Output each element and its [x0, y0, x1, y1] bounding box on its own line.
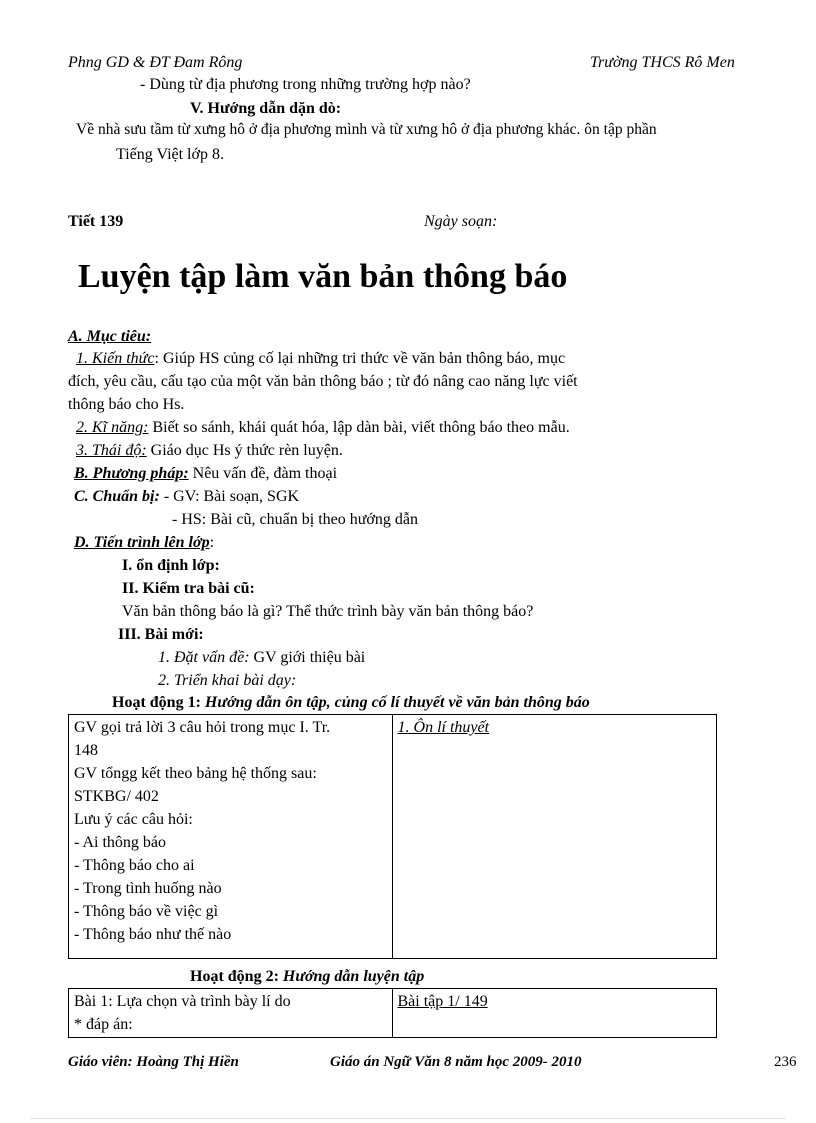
step-iii: III. Bài mới: — [118, 626, 204, 643]
knowledge-text-2: đích, yêu cầu, cấu tạo của một văn bản thông báo ; từ đó nâng cao năng lực viết — [68, 373, 578, 390]
section-c — [74, 488, 299, 506]
page-bottom-divider — [30, 1118, 786, 1119]
section-a-heading: A. Mục tiêu: — [68, 328, 152, 345]
activity-1-line: - Trong tình huống nào — [74, 880, 222, 897]
footer-plan: Giáo án Ngữ Văn 8 năm học 2009- 2010 — [330, 1054, 582, 1070]
step-ii-question: Văn bản thông báo là gì? Thể thức trình bày văn bản thông báo? — [122, 603, 534, 620]
activity-2-right-heading: Bài tập 1/ 149 — [397, 993, 488, 1010]
step-iii-1 — [158, 649, 365, 667]
activity-1-table — [68, 714, 717, 959]
activity-2-title: Hướng dẫn luyện tập — [282, 968, 425, 985]
homework-line-1: Về nhà sưu tầm từ xưng hô ở địa phương mình và từ xưng hô ở địa phương khác. ôn tập phần — [76, 121, 657, 138]
lesson-period: Tiết 139 — [68, 213, 124, 230]
activity-1-line: GV tổngg kết theo bảng hệ thống sau: — [74, 765, 317, 782]
header-left: Phng GD & ĐT Đam Rông — [68, 54, 243, 71]
activity-1-line: Lưu ý các câu hỏi: — [74, 811, 193, 828]
step-iii-2: 2. Triển khai bài dạy: — [158, 672, 297, 689]
section-c-hs: - HS: Bài cũ, chuẩn bị theo hướng dẫn — [172, 511, 418, 528]
activity-1-heading — [112, 694, 590, 712]
objective-knowledge — [76, 350, 565, 368]
activity-1-label: Hoạt động 1: — [112, 694, 205, 711]
step-iii-1-text: GV giới thiệu bài — [249, 649, 366, 666]
question-text: - Dùng từ địa phương trong những trường hợp nào? — [140, 76, 471, 93]
step-i: I. ổn định lớp: — [122, 557, 220, 574]
step-iii-1-label: 1. Đặt vấn đề: — [158, 649, 250, 666]
section-b-heading: B. Phương pháp: — [74, 465, 189, 482]
activity-2-colon: : — [273, 968, 283, 985]
section-c-gv: - GV: Bài soạn, SGK — [159, 488, 300, 505]
section-d-colon: : — [209, 534, 215, 551]
activity-2-right-cell — [392, 989, 717, 1038]
skill-label: 2. Kĩ năng: — [76, 419, 149, 436]
activity-1-line: GV gọi trả lời 3 câu hỏi trong mục I. Tr. — [74, 719, 331, 736]
section-c-heading: C. Chuẩn bị: — [74, 488, 160, 505]
knowledge-label: 1. Kiến thức — [76, 350, 155, 367]
activity-2-table — [68, 988, 717, 1038]
activity-2-left-cell — [69, 989, 393, 1038]
knowledge-text-3: thông báo cho Hs. — [68, 396, 185, 413]
homework-line-2: Tiếng Việt lớp 8. — [116, 146, 224, 163]
activity-1-line: 148 — [74, 742, 98, 759]
objective-skill — [76, 419, 570, 437]
activity-2-label: Hoạt động 2 — [190, 968, 274, 985]
activity-1-line: STKBG/ 402 — [74, 788, 159, 805]
activity-1-line: - Thông báo về việc gì — [74, 903, 219, 920]
attitude-label: 3. Thái độ: — [76, 442, 147, 459]
activity-2-heading — [190, 968, 424, 986]
step-ii: II. Kiểm tra bài cũ: — [122, 580, 255, 597]
footer-teacher: Giáo viên: Hoàng Thị Hiền — [68, 1054, 239, 1070]
header-right: Trường THCS Rô Men — [590, 54, 735, 71]
section-v-heading: V. Hướng dẫn dặn dò: — [190, 100, 342, 117]
lesson-date-label: Ngày soạn: — [424, 213, 498, 230]
activity-1-title: Hướng dẫn ôn tập, củng cố lí thuyết về văn bản thông báo — [204, 694, 590, 711]
activity-1-right-heading: 1. Ôn lí thuyết — [397, 719, 490, 736]
attitude-text: Giáo dục Hs ý thức rèn luyện. — [146, 442, 343, 459]
activity-1-line: - Ai thông báo — [74, 834, 166, 851]
activity-1-left-cell — [69, 715, 393, 959]
lesson-title: Luyện tập làm văn bản thông báo — [78, 258, 568, 295]
section-d — [74, 534, 214, 552]
knowledge-text-1: : Giúp HS củng cố lại những tri thức về văn bản thông báo, mục — [154, 350, 566, 367]
skill-text: Biết so sánh, khái quát hóa, lập dàn bài, viết thông báo theo mẫu. — [148, 419, 570, 436]
section-d-heading: D. Tiến trình lên lớp — [74, 534, 210, 551]
activity-1-right-cell — [392, 715, 716, 959]
objective-attitude — [76, 442, 343, 460]
activity-2-line: Bài 1: Lựa chọn và trình bày lí do — [74, 993, 291, 1010]
activity-2-line: * đáp án: — [74, 1016, 133, 1033]
activity-1-line: - Thông báo như thế nào — [74, 926, 232, 943]
section-b — [74, 465, 337, 483]
activity-1-line: - Thông báo cho ai — [74, 857, 195, 874]
page-number: 236 — [774, 1054, 797, 1070]
section-b-text: Nêu vấn đề, đàm thoại — [188, 465, 338, 482]
